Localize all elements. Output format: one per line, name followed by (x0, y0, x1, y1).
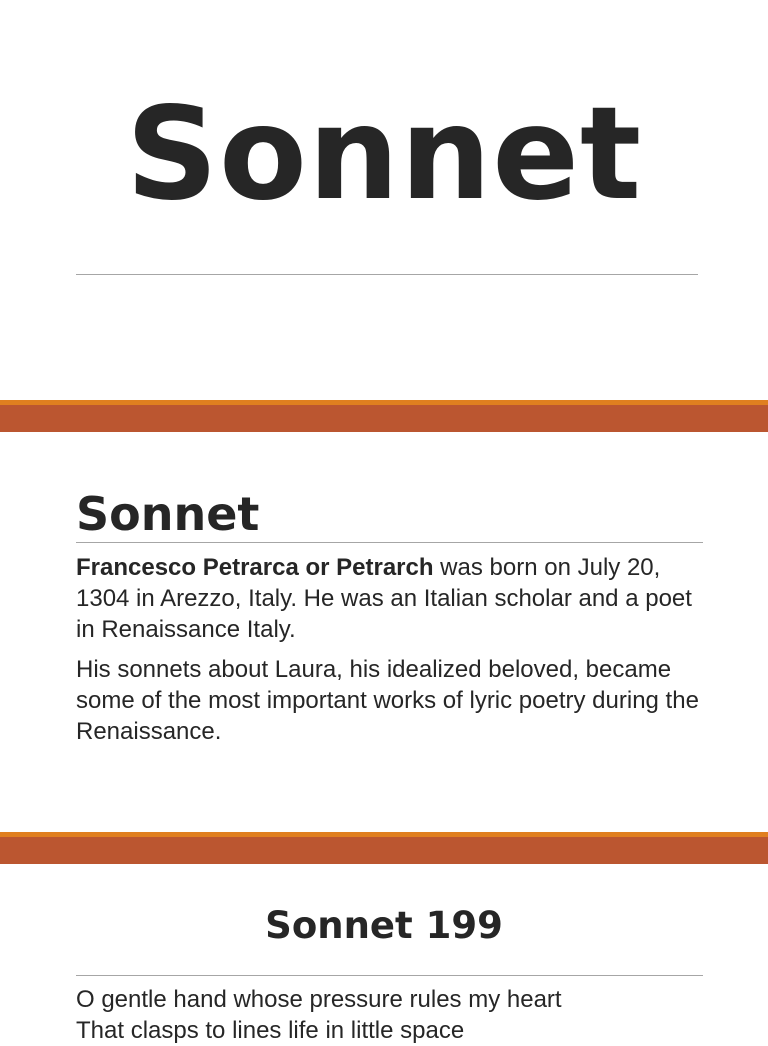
slide-sonnet-199[interactable] (0, 864, 768, 1044)
paragraph-biography (76, 552, 706, 645)
slide-title-text: Sonnet (125, 80, 643, 229)
title-divider-line (76, 274, 698, 275)
slide-separator-bar (0, 832, 768, 864)
slide-title[interactable] (0, 0, 768, 400)
poem-text (76, 984, 706, 1046)
poem-line: That clasps to lines life in little space (76, 1017, 465, 1044)
biography-text: was born on July 20, 1304 in Arezzo, Italy. He was an Italian scholar and a poet in Renaissance Italy. (76, 554, 692, 643)
bold-name: Francesco Petrarca or Petrarch (76, 554, 434, 581)
poem-line: O gentle hand whose pressure rules my heart (76, 986, 562, 1013)
slide-heading: Sonnet 199 (265, 904, 503, 947)
heading-divider-line (76, 542, 703, 543)
slide-heading: Sonnet (76, 487, 260, 541)
slide-body (76, 552, 706, 756)
slide-petrarch[interactable] (0, 432, 768, 832)
slide-separator-bar (0, 400, 768, 432)
heading-divider-line (76, 975, 703, 976)
paragraph-sonnets: His sonnets about Laura, his idealized beloved, became some of the most important works of lyric poetry during the Renaissance. (76, 656, 699, 745)
